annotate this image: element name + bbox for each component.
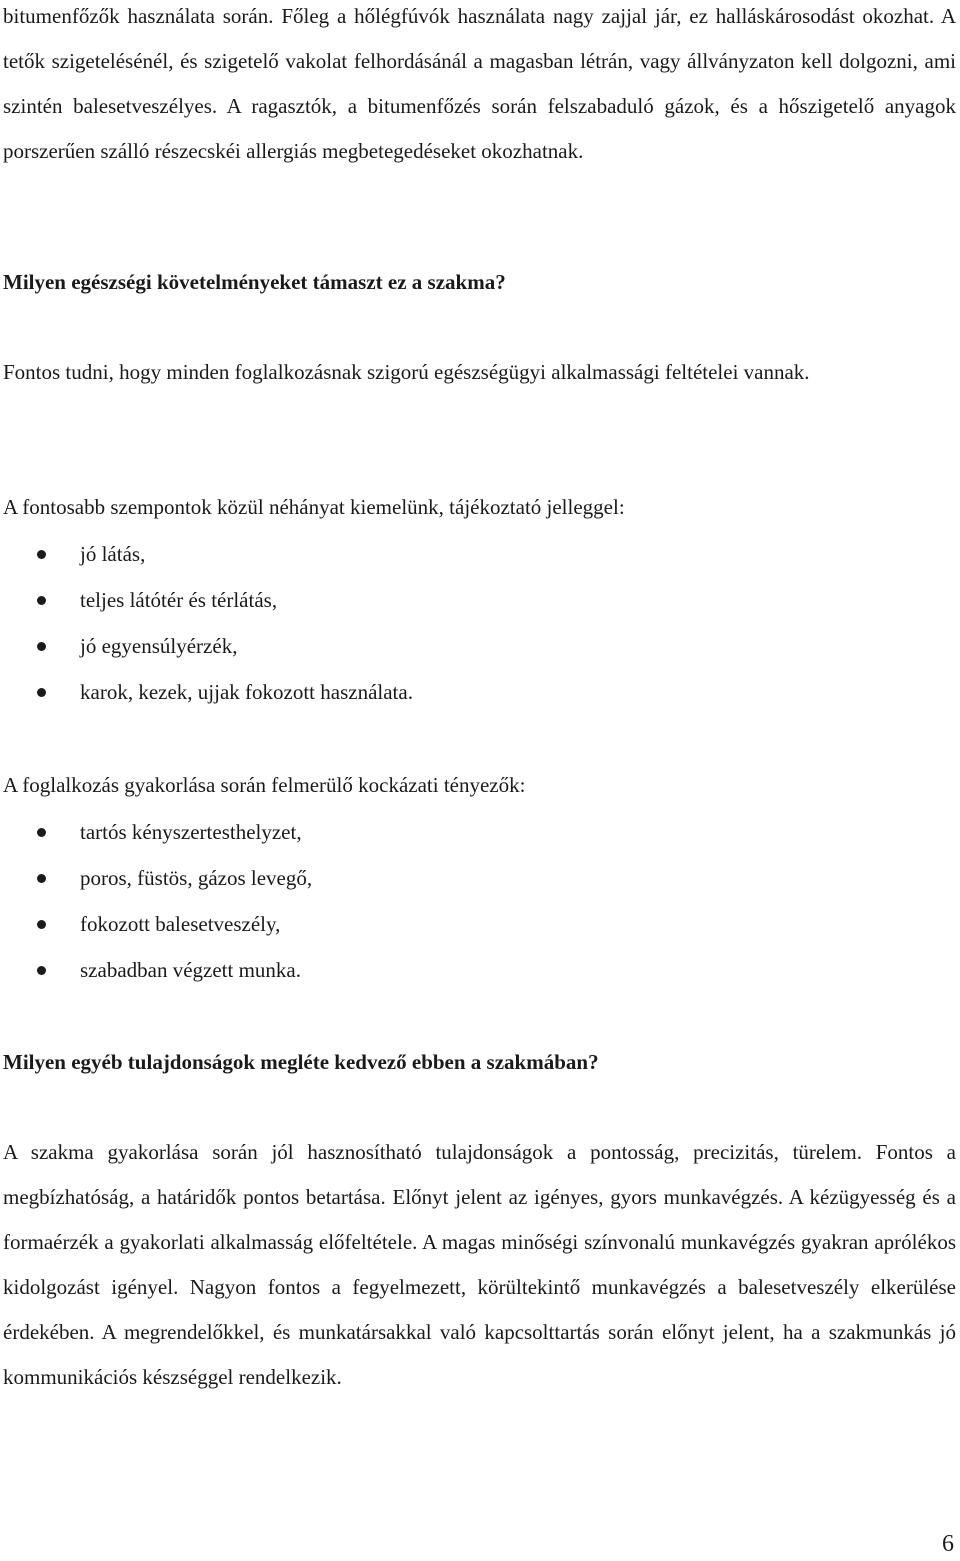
bullet-icon <box>37 596 46 605</box>
list-item-text: jó egyensúlyérzék, <box>80 634 238 658</box>
section-heading-other-qualities: Milyen egyéb tulajdonságok megléte kedvező ebben a szakmában? <box>3 1050 599 1074</box>
list-item <box>3 809 312 855</box>
other-qualities-paragraph: A szakma gyakorlása során jól hasznosítható tulajdonságok a pontosság, precizitás, türelem. Fontos a megbízhatóság, a határidők pontos betartása. Előnyt jelent az igényes, gyors munkavégzés. A kézügyesség és a formaérzék a gyakorlati alkalmasság előfeltétele. A magas minőségi színvonalú munkavégzés gyakran aprólékos kidolgozást igényel. Nagyon fontos a fegyelmezett, körültekintő munkavégzés a balesetveszély elkerülése érdekében. A megrendelőkkel, és munkatársakkal való kapcsolttartás során előnyt jelent, ha a szakmunkás jó kommunikációs készséggel rendelkezik. <box>3 1140 956 1389</box>
bullet-icon <box>37 874 46 883</box>
requirements-list-intro: A fontosabb szempontok közül néhányat kiemelünk, tájékoztató jelleggel: <box>3 495 625 519</box>
list-item <box>3 901 312 947</box>
risk-factors-intro: A foglalkozás gyakorlása során felmerülő kockázati tényezők: <box>3 773 526 797</box>
bullet-icon <box>37 828 46 837</box>
list-item <box>3 855 312 901</box>
page-number: 6 <box>942 1531 954 1557</box>
bullet-icon <box>37 966 46 975</box>
section-heading-health-requirements: Milyen egészségi követelményeket támaszt ez a szakma? <box>3 270 506 294</box>
list-item-text: karok, kezek, ujjak fokozott használata. <box>80 680 413 704</box>
health-requirements-paragraph: Fontos tudni, hogy minden foglalkozásnak szigorú egészségügyi alkalmassági feltételei vannak. <box>3 360 810 384</box>
intro-paragraph: bitumenfőzők használata során. Főleg a hőlégfúvók használata nagy zajjal jár, ez halláskárosodást okozhat. A tetők szigetelésénél, és szigetelő vakolat felhordásánál a magasban létrán, vagy állványzaton kell dolgozni, ami szintén balesetveszélyes. A ragasztók, a bitumenfőzés során felszabaduló gázok, és a hőszigetelő anyagok porszerűen szálló részecskéi allergiás megbetegedéseket okozhatnak. <box>3 4 956 163</box>
list-item-text: teljes látótér és térlátás, <box>80 588 278 612</box>
list-item <box>3 947 312 993</box>
list-item-text: tartós kényszertesthelyzet, <box>80 820 302 844</box>
bullet-icon <box>37 550 46 559</box>
bullet-icon <box>37 688 46 697</box>
list-item-text: jó látás, <box>80 542 146 566</box>
list-item <box>3 623 413 669</box>
list-item <box>3 531 413 577</box>
bullet-icon <box>37 642 46 651</box>
requirements-list <box>3 531 413 715</box>
list-item <box>3 577 413 623</box>
risk-factors-list <box>3 809 312 993</box>
list-item <box>3 669 413 715</box>
list-item-text: fokozott balesetveszély, <box>80 912 281 936</box>
list-item-text: poros, füstös, gázos levegő, <box>80 866 313 890</box>
list-item-text: szabadban végzett munka. <box>80 958 301 982</box>
bullet-icon <box>37 920 46 929</box>
